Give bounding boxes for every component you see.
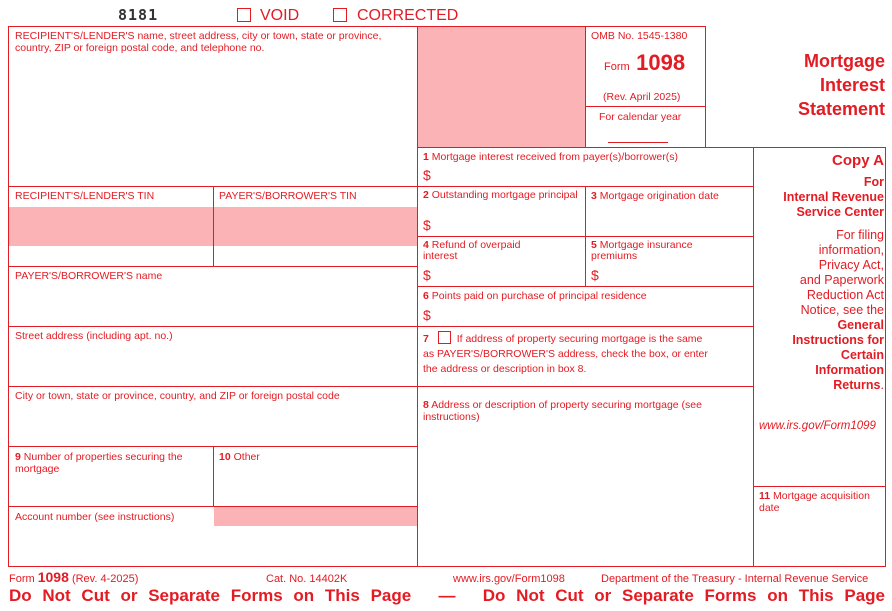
- box1-dollar[interactable]: $: [423, 167, 431, 183]
- void-checkbox[interactable]: [237, 8, 251, 22]
- box5-number: 5: [591, 239, 597, 251]
- copy-g3: Certain: [840, 348, 884, 362]
- copy-period: .: [880, 378, 884, 392]
- form-prefix: Form: [604, 61, 630, 73]
- footer-url[interactable]: www.irs.gov/Form1098: [453, 573, 565, 585]
- form-label: [604, 50, 685, 76]
- box6-number: 6: [423, 290, 429, 302]
- footer-form: [9, 569, 138, 585]
- recipient-tin-label: RECIPIENT'S/LENDER'S TIN: [15, 190, 155, 202]
- title-line2: Interest: [819, 75, 885, 95]
- box5-dollar[interactable]: $: [591, 267, 599, 283]
- recipient-tin-input[interactable]: [9, 207, 213, 246]
- box1-label: [423, 151, 678, 163]
- copy-g5-line: [756, 378, 884, 393]
- box2-number: 2: [423, 189, 429, 201]
- title-line1: Mortgage: [804, 51, 885, 71]
- footer-rev: (Rev. 4-2025): [71, 573, 139, 585]
- box4-label: [423, 240, 553, 262]
- box7-line1: [423, 331, 748, 347]
- shaded-area-top: [418, 27, 585, 147]
- copy-g1: General: [837, 318, 884, 332]
- copy-url-link[interactable]: www.irs.gov/Form1099: [759, 420, 876, 432]
- copy-t1: For filing: [836, 228, 884, 242]
- box9-label: [15, 451, 210, 475]
- void-label: VOID: [260, 7, 300, 24]
- box11-text: Mortgage acquisition date: [759, 490, 870, 514]
- copy-irs-2: Service Center: [796, 205, 884, 219]
- box7-number: 7: [423, 333, 429, 345]
- box7-checkbox[interactable]: [438, 331, 451, 344]
- form-code: 8181: [118, 6, 159, 24]
- payer-tin-input[interactable]: [214, 207, 417, 246]
- city-label: City or town, state or province, country, and ZIP or foreign postal code: [15, 390, 340, 402]
- box8-text: Address or description of property securing mortgage (see instructions): [423, 399, 702, 423]
- copy-g2: Instructions for: [792, 333, 884, 347]
- payer-name-label: PAYER'S/BORROWER'S name: [15, 270, 163, 282]
- box6-text: Points paid on purchase of principal residence: [431, 290, 647, 302]
- copy-a-block: [756, 152, 884, 393]
- calendar-year-field[interactable]: [608, 142, 668, 143]
- box5-text: Mortgage insurance premiums: [591, 239, 693, 262]
- box11-number: 11: [759, 490, 771, 502]
- copy-t4: and Paperwork: [799, 273, 884, 287]
- copy-t3: Privacy Act,: [818, 258, 884, 272]
- box8-label: [423, 399, 748, 423]
- recipient-name-label: RECIPIENT'S/LENDER'S name, street address, city or town, state or province, country, ZIP or foreign postal code, and telephone no.: [15, 30, 382, 54]
- box4-dollar[interactable]: $: [423, 267, 431, 283]
- copy-t6: Notice, see the: [800, 303, 884, 317]
- box3-label: [591, 190, 719, 202]
- payer-tin-label: PAYER'S/BORROWER'S TIN: [219, 190, 357, 202]
- title-line3: Statement: [797, 99, 885, 119]
- box9-text: Number of properties securing the mortgage: [15, 451, 183, 475]
- copy-t2: information,: [818, 243, 884, 257]
- box4-text: Refund of overpaid interest: [423, 239, 521, 262]
- footer-cat-no: Cat. No. 14402K: [266, 573, 348, 585]
- box1-number: 1: [423, 151, 429, 163]
- copy-g5: Returns: [833, 378, 881, 392]
- box3-number: 3: [591, 190, 597, 202]
- form-title: [720, 49, 885, 121]
- account-number-input[interactable]: [214, 507, 417, 526]
- copy-t5: Reduction Act: [806, 288, 884, 302]
- copy-a-title: Copy A: [832, 152, 884, 169]
- box7-text-c: the address or description in box 8.: [423, 363, 587, 375]
- copy-g4: Information: [815, 363, 884, 377]
- corrected-label: CORRECTED: [357, 7, 459, 24]
- footer-form-prefix: Form: [9, 573, 35, 585]
- box10-label: [219, 451, 260, 463]
- box2-dollar[interactable]: $: [423, 217, 431, 233]
- box7-label: [423, 331, 748, 377]
- account-number-label: Account number (see instructions): [15, 511, 175, 523]
- box6-dollar[interactable]: $: [423, 307, 431, 323]
- box2-label: [423, 190, 578, 201]
- box10-number: 10: [219, 451, 231, 463]
- box7-text-b: as PAYER'S/BORROWER'S address, check the box, or enter: [423, 348, 708, 360]
- box8-number: 8: [423, 399, 429, 411]
- box3-text: Mortgage origination date: [599, 190, 719, 202]
- box7-text-a: If address of property securing mortgage is the same: [456, 333, 703, 345]
- box9-number: 9: [15, 451, 21, 463]
- revision-date: (Rev. April 2025): [603, 91, 681, 103]
- copy-irs-1: Internal Revenue: [783, 190, 884, 204]
- footer-warning-a: Do Not Cut or Separate Forms on This Page: [9, 586, 412, 605]
- box10-text: Other: [233, 451, 260, 463]
- corrected-checkbox[interactable]: [333, 8, 347, 22]
- box1-text: Mortgage interest received from payer(s)/borrower(s): [431, 151, 679, 163]
- copy-for: For: [863, 175, 884, 189]
- form-number: 1098: [636, 50, 686, 75]
- footer-department: Department of the Treasury - Internal Revenue Service: [601, 573, 869, 585]
- footer-warning-dash: —: [438, 586, 456, 605]
- box5-label: [591, 240, 736, 262]
- copy-notice: [756, 228, 884, 393]
- calendar-year-label: For calendar year: [599, 111, 682, 123]
- box4-number: 4: [423, 239, 429, 251]
- box6-label: [423, 290, 647, 302]
- box11-label: [759, 490, 879, 514]
- street-address-label: Street address (including apt. no.): [15, 330, 173, 342]
- box2-text: Outstanding mortgage principal: [431, 189, 578, 201]
- footer-warning-b: Do Not Cut or Separate Forms on This Page: [482, 586, 885, 605]
- footer-warning: [9, 586, 885, 606]
- footer-form-number: 1098: [37, 569, 69, 585]
- omb-number: OMB No. 1545-1380: [591, 30, 688, 42]
